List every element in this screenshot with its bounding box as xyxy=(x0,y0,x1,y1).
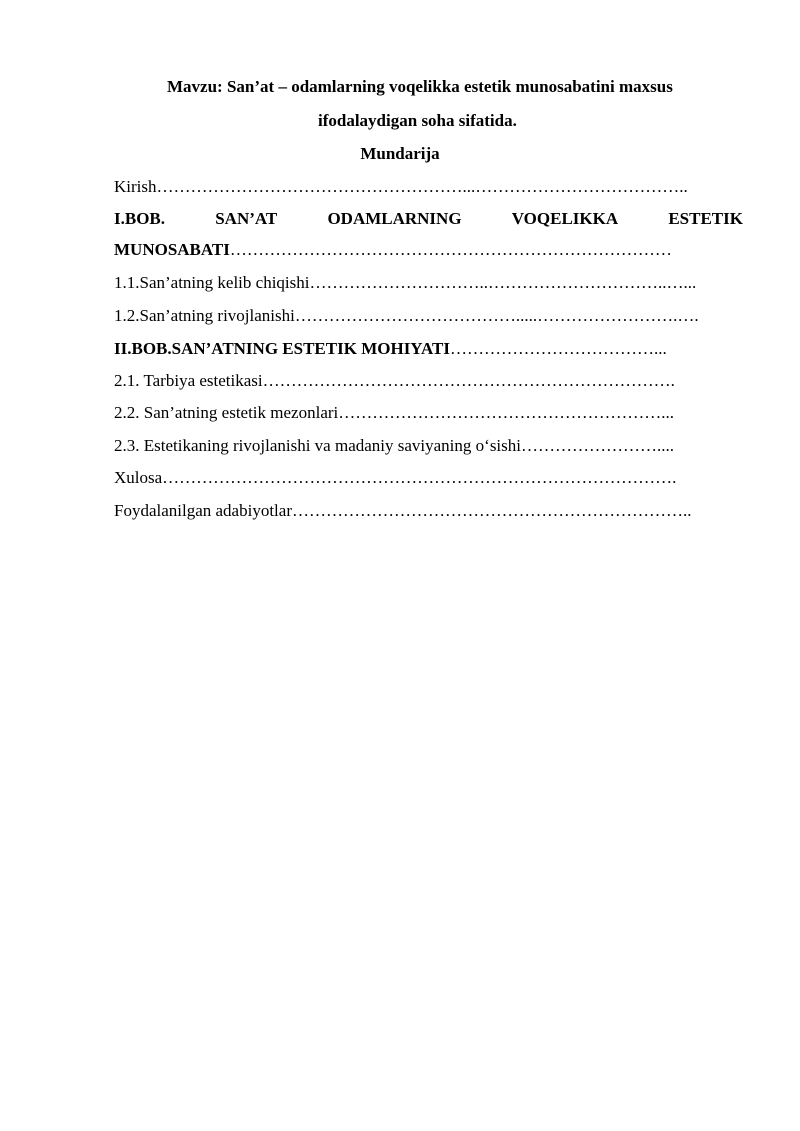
toc-entry-1-2: 1.2.San’atning rivojlanishi………………………………….....…………………….…. xyxy=(114,306,699,325)
chapter-1-leader-dots: …………………………………………………………………… xyxy=(229,240,672,259)
topic-title-line-2: ifodalaydigan soha sifatida. xyxy=(318,111,517,130)
chapter-1-title-end: MUNOSABATI xyxy=(114,240,230,259)
chapter-1-word: VOQELIKKA xyxy=(511,209,619,228)
toc-entry-conclusion: Xulosa………………………………………………………………………………. xyxy=(114,468,677,487)
toc-entry-references: Foydalanilgan adabiyotlar…………………………………………………………….. xyxy=(114,501,692,520)
contents-heading: Mundarija xyxy=(360,144,440,163)
chapter-1-word: ESTETIK xyxy=(668,209,743,228)
toc-entry-2-3: 2.3. Estetikaning rivojlanishi va madaniy saviyaning o‘sishi…………………….... xyxy=(114,436,674,455)
chapter-2-leader-dots: ………………………………... xyxy=(450,339,667,358)
toc-entry-1-1: 1.1.San’atning kelib chiqishi…………………………..…………………………..…... xyxy=(114,273,697,292)
toc-entry-2-1: 2.1. Tarbiya estetikasi………………………………………………………………. xyxy=(114,371,675,390)
toc-chapter-2 xyxy=(114,339,667,359)
toc-entry-intro: Kirish………………………………………………...……………………………….. xyxy=(114,177,688,196)
chapter-1-word: ODAMLARNING xyxy=(327,209,462,228)
toc-chapter-1-title-line xyxy=(114,209,743,229)
toc-chapter-1-title-end xyxy=(114,240,672,260)
toc-entry-2-2: 2.2. San’atning estetik mezonlari…………………………………………………... xyxy=(114,403,674,422)
topic-title-line-1: Mavzu: San’at – odamlarning voqelikka estetik munosabatini maxsus xyxy=(167,77,673,96)
chapter-1-word: SAN’AT xyxy=(215,209,278,228)
chapter-2-title: II.BOB.SAN’ATNING ESTETIK MOHIYATI xyxy=(114,339,450,358)
chapter-1-word: I.BOB. xyxy=(114,209,166,228)
